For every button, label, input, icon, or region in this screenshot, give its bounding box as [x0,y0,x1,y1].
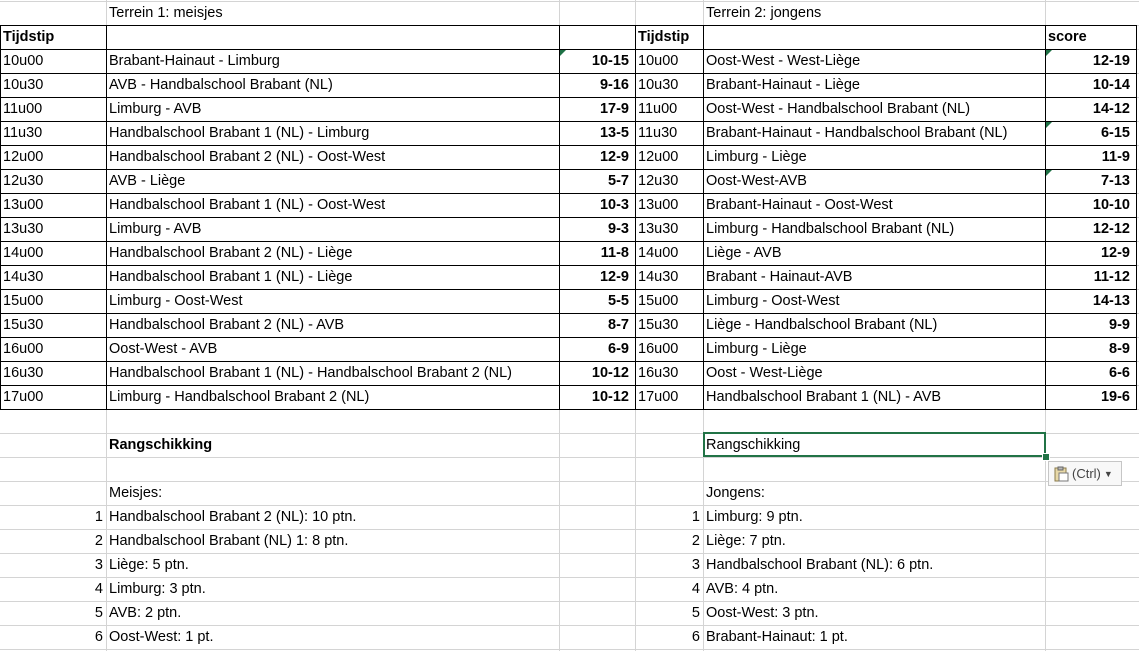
match-score[interactable]: 19-6 [1100,389,1130,405]
match-name[interactable]: Brabant-Hainaut - Liège [706,77,860,93]
ranking-position: 1 [691,509,700,525]
ranking-position: 4 [691,581,700,597]
fill-handle[interactable] [1042,453,1050,461]
ranking-entry: AVB: 4 ptn. [706,581,779,597]
match-name[interactable]: Limburg - Liège [706,341,807,357]
ranking-position: 2 [94,533,103,549]
match-name[interactable]: Limburg - Liège [706,149,807,165]
match-time[interactable]: 10u30 [3,77,44,93]
cell-indicator-marker [1046,170,1052,176]
cell-indicator-marker [1046,50,1052,56]
ranking-position: 5 [94,605,103,621]
match-time[interactable]: 13u00 [638,197,679,213]
match-score[interactable]: 11-9 [1101,149,1130,165]
ranking-label-girls: Meisjes: [109,485,163,501]
chevron-down-icon: ▼ [1103,468,1113,479]
match-time[interactable]: 11u00 [3,101,43,117]
match-time[interactable]: 13u00 [3,197,44,213]
match-time[interactable]: 10u00 [3,53,44,69]
ranking-entry: Handbalschool Brabant 2 (NL): 10 ptn. [109,509,357,525]
match-time[interactable]: 16u30 [3,365,44,381]
time-column-header: Tijdstip [3,29,55,45]
ranking-entry: Limburg: 3 ptn. [109,581,206,597]
match-time[interactable]: 14u00 [3,245,44,261]
match-score[interactable]: 12-9 [599,269,629,285]
match-score[interactable]: 10-12 [591,365,629,381]
match-score[interactable]: 10-10 [1092,197,1130,213]
match-name[interactable]: Brabant-Hainaut - Handbalschool Brabant (NL) [706,125,1008,141]
ranking-entry: Liège: 7 ptn. [706,533,786,549]
match-time[interactable]: 12u30 [3,173,44,189]
match-time[interactable]: 17u00 [638,389,679,405]
match-name[interactable]: Oost-West - West-Liège [706,53,861,69]
match-time[interactable]: 11u30 [3,125,43,141]
match-name[interactable]: Oost-West - AVB [109,341,218,357]
match-name[interactable]: Handbalschool Brabant 2 (NL) - Liège [109,245,353,261]
match-name[interactable]: AVB - Handbalschool Brabant (NL) [109,77,333,93]
match-name[interactable]: Handbalschool Brabant 1 (NL) - Liège [109,269,353,285]
grid-hline [0,457,1139,458]
ranking-entry: Handbalschool Brabant (NL): 6 ptn. [706,557,934,573]
ranking-title-boys[interactable]: Rangschikking [706,437,801,453]
match-name[interactable]: Liège - Handbalschool Brabant (NL) [706,317,938,333]
match-score[interactable]: 6-15 [1100,125,1130,141]
ranking-position: 3 [691,557,700,573]
ranking-position: 3 [94,557,103,573]
match-score[interactable]: 14-13 [1092,293,1130,309]
match-time[interactable]: 10u30 [638,77,679,93]
ranking-position: 6 [94,629,103,645]
table-border-h [0,409,1137,410]
ranking-label-boys: Jongens: [706,485,765,501]
match-score[interactable]: 9-9 [1109,317,1130,333]
match-score[interactable]: 5-5 [608,293,629,309]
ranking-position: 6 [691,629,700,645]
match-name[interactable]: Handbalschool Brabant 1 (NL) - Oost-West [109,197,386,213]
cell-indicator-marker [1046,122,1052,128]
match-time[interactable]: 12u00 [3,149,44,165]
match-time[interactable]: 15u30 [638,317,679,333]
match-name[interactable]: Handbalschool Brabant 2 (NL) - AVB [109,317,345,333]
match-time[interactable]: 17u00 [3,389,44,405]
match-name[interactable]: Limburg - Handbalschool Brabant (NL) [706,221,955,237]
ranking-position: 4 [94,581,103,597]
match-name[interactable]: Liège - AVB [706,245,782,261]
match-time[interactable]: 12u00 [638,149,679,165]
paste-options-button[interactable] [1048,461,1122,486]
match-score[interactable]: 12-12 [1092,221,1130,237]
selected-cell-outline [703,432,1046,457]
ranking-position: 1 [94,509,103,525]
match-name[interactable]: Oost-West - Handbalschool Brabant (NL) [706,101,971,117]
match-score[interactable]: 10-12 [591,389,629,405]
ranking-entry: AVB: 2 ptn. [109,605,182,621]
ranking-entry: Handbalschool Brabant (NL) 1: 8 ptn. [109,533,349,549]
match-score[interactable]: 14-12 [1092,101,1130,117]
match-time[interactable]: 11u30 [638,125,678,141]
ranking-title-girls: Rangschikking [109,437,213,453]
match-time[interactable]: 13u30 [3,221,44,237]
match-time[interactable]: 16u00 [638,341,679,357]
match-name[interactable]: Brabant - Hainaut-AVB [706,269,853,285]
match-name[interactable]: AVB - Liège [109,173,186,189]
match-score[interactable]: 9-16 [599,77,629,93]
match-score[interactable]: 12-19 [1092,53,1130,69]
match-time[interactable]: 14u30 [638,269,679,285]
match-score[interactable]: 17-9 [599,101,629,117]
match-time[interactable]: 16u30 [638,365,679,381]
match-score[interactable]: 10-14 [1092,77,1130,93]
match-name[interactable]: Limburg - AVB [109,101,202,117]
ranking-entry: Brabant-Hainaut: 1 pt. [706,629,848,645]
ranking-entry: Limburg: 9 ptn. [706,509,803,525]
ranking-position: 2 [691,533,700,549]
match-score[interactable]: 5-7 [608,173,629,189]
match-time[interactable]: 15u30 [3,317,44,333]
match-score[interactable]: 12-9 [599,149,629,165]
match-time[interactable]: 15u00 [638,293,679,309]
match-score[interactable]: 11-8 [600,245,629,261]
match-name[interactable]: Oost - West-Liège [706,365,823,381]
paste-options-label: (Ctrl) [1072,466,1101,481]
match-score[interactable]: 8-7 [608,317,629,333]
ranking-position: 5 [691,605,700,621]
terrain1-title: Terrein 1: meisjes [109,5,223,21]
match-score[interactable]: 7-13 [1100,173,1130,189]
ranking-entry: Liège: 5 ptn. [109,557,189,573]
match-score[interactable]: 6-9 [608,341,629,357]
grid-hline [0,649,1139,650]
match-score[interactable]: 6-6 [1109,365,1130,381]
ranking-entry: Oost-West: 3 ptn. [706,605,819,621]
match-name[interactable]: Brabant-Hainaut - Limburg [109,53,280,69]
match-time[interactable]: 14u30 [3,269,44,285]
match-name[interactable]: Limburg - Oost-West [109,293,243,309]
match-time[interactable]: 14u00 [638,245,679,261]
match-score[interactable]: 9-3 [608,221,629,237]
match-name[interactable]: Handbalschool Brabant 2 (NL) - Oost-West [109,149,386,165]
ranking-entry: Oost-West: 1 pt. [109,629,214,645]
match-name[interactable]: Oost-West-AVB [706,173,807,189]
match-time[interactable]: 11u00 [638,101,678,117]
match-score[interactable]: 11-12 [1093,269,1130,285]
match-time[interactable]: 12u30 [638,173,679,189]
match-name[interactable]: Handbalschool Brabant 1 (NL) - Limburg [109,125,370,141]
terrain2-title: Terrein 2: jongens [706,5,822,21]
match-score[interactable]: 13-5 [599,125,629,141]
match-score[interactable]: 12-9 [1100,245,1130,261]
match-name[interactable]: Brabant-Hainaut - Oost-West [706,197,893,213]
match-name[interactable]: Limburg - AVB [109,221,202,237]
time-column-header: Tijdstip [638,29,690,45]
score-column-header: score [1048,29,1087,45]
match-score[interactable]: 10-15 [591,53,629,69]
match-time[interactable]: 10u00 [638,53,679,69]
match-name[interactable]: Limburg - Oost-West [706,293,840,309]
match-score[interactable]: 10-3 [599,197,629,213]
clipboard-icon [1053,466,1069,482]
match-name[interactable]: Handbalschool Brabant 1 (NL) - AVB [706,389,942,405]
table-border-h [0,25,1137,26]
match-score[interactable]: 8-9 [1109,341,1130,357]
match-name[interactable]: Limburg - Handbalschool Brabant 2 (NL) [109,389,370,405]
match-time[interactable]: 15u00 [3,293,44,309]
match-time[interactable]: 13u30 [638,221,679,237]
match-time[interactable]: 16u00 [3,341,44,357]
cell-indicator-marker [560,50,566,56]
match-name[interactable]: Handbalschool Brabant 1 (NL) - Handbalschool Brabant 2 (NL) [109,365,512,381]
